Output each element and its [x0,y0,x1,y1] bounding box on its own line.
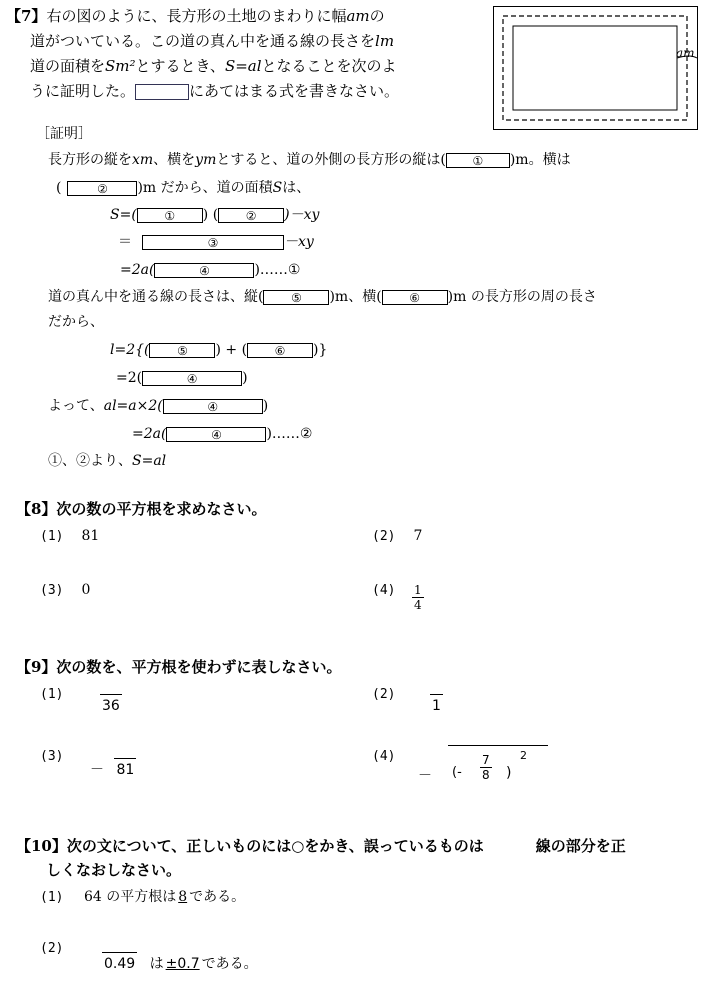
proof-p1d: )m。横は [509,152,571,168]
var-ym: ym [195,152,217,168]
answer-box-6[interactable]: ⑥ [382,290,448,305]
proof-p3a: 道の真ん中を通る線の長さは、縦( [48,289,264,305]
q8-value-2: 7 [413,528,423,544]
var-lm: lm [375,32,395,50]
eq-plus: ) + ( [215,342,248,358]
proof-p1b: 、横を [153,152,196,168]
proof-p4: だから、 [48,314,104,330]
conclusion-prefix: ①、②より、 [48,453,132,469]
eq-mark-1: )……① [254,262,301,278]
eq-minus-xy: )－xy [284,207,320,223]
answer-box-2b[interactable]: ② [218,208,284,223]
q9-root-2 [432,696,441,716]
q7-line4b: にあてはまる式を書きなさい。 [189,82,400,100]
answer-box-1[interactable]: ① [446,153,510,168]
q7-line3b: とするとき、 [135,57,225,75]
eq-sign: ＝ [118,234,132,250]
question-10-title-b: 線の部分を正 [535,837,626,855]
q10-root-value: 0.49 [104,956,136,972]
proof-title: ［証明］ [36,126,92,142]
conclusion-eq: S=al [132,453,167,469]
q10-label-1: (1) [40,890,64,905]
answer-box-legend [135,84,189,100]
eq-close-2: ) [262,398,269,414]
q9-label-1: (1) [40,687,64,702]
q7-line2: 道がついている。この道の真ん中を通る線の長さを [30,32,376,50]
answer-box-4c[interactable]: ④ [163,399,263,414]
q10-underlined-1: 8 [178,889,188,905]
eq-2a-open: =2a( [120,262,155,278]
answer-box-1b[interactable]: ① [137,208,203,223]
q7-line3a: 道の面積を [30,57,106,75]
q9-label-4: (4) [372,749,396,764]
proof-p2b: )m だから、道の面積 [137,180,273,196]
q8-label-1: (1) [40,529,64,544]
q10-post-1: である。 [189,889,246,905]
q10-label-2: (2) [40,941,64,956]
q8-frac-den: 4 [414,598,422,612]
eq-al: al=a×2( [103,398,163,414]
answer-box-4[interactable]: ④ [154,263,254,278]
figure-width-label: am [676,46,695,60]
answer-box-6b[interactable]: ⑥ [247,343,313,358]
answer-box-4d[interactable]: ④ [166,427,266,442]
answer-box-2[interactable]: ② [67,181,137,196]
q9-inner-close: ) [506,765,512,781]
q9-inner-open: (- [452,765,462,780]
var-sm2: Sm² [105,57,136,75]
q10-root-2 [104,954,135,974]
eq-l-open: l=2{( [110,342,150,358]
q9-sign-3: － [90,762,104,778]
road-diagram [493,6,698,130]
q9-value-1: 36 [102,698,120,714]
q9-expr-4 [418,745,548,795]
var-s-eq-al: S=al [224,57,262,75]
q9-label-3: (3) [40,749,64,764]
answer-box-5[interactable]: ⑤ [263,290,329,305]
eq-s-open: S=( [110,207,137,223]
q9-frac-den: 8 [482,768,490,782]
var-xm: xm [132,152,154,168]
q8-label-4: (4) [372,583,396,598]
var-am: am [346,7,370,25]
question-8-title: 【8】次の数の平方根を求めなさい。 [16,500,267,518]
q8-value-1: 81 [81,528,100,544]
proof-p2c: は、 [282,180,311,196]
q9-root-1 [102,696,120,716]
eq-close: ) [242,370,248,386]
q9-label-2: (2) [372,687,396,702]
question-7-number: 【7】 [6,7,47,25]
q9-fraction [480,753,492,782]
q7-line1b: の [369,7,385,25]
proof-p2a: ( [56,180,62,196]
question-10-title-c: しくなおしなさい。 [46,861,182,879]
eq-close-brace: )} [313,342,328,358]
answer-box-5b[interactable]: ⑤ [149,343,215,358]
proof-p3c: )m の長方形の周の長さ [447,289,597,305]
q7-line4a: うに証明した。 [30,82,136,100]
var-s: S [272,180,283,196]
q8-frac-num: 1 [414,583,422,597]
q8-label-3: (3) [40,583,64,598]
q9-sign-4: － [418,768,432,784]
eq-minus-xy2: －xy [284,234,314,250]
eq-paren-mid: ) ( [202,207,219,223]
q10-underlined-2: ±0.7 [165,956,200,972]
proof-p1c: とすると、道の外側の長方形の縦は( [216,152,446,168]
q9-value-3: 81 [116,762,135,778]
proof-p1a: 長方形の縦を [48,152,132,168]
answer-box-4b[interactable]: ④ [142,371,242,386]
proof-p3b: )m、横( [329,289,382,305]
q10-mid-2: は [149,956,164,972]
answer-box-3[interactable]: ③ [142,235,284,250]
q10-pre-1: 64 の平方根は [83,889,177,905]
q8-value-3: 0 [81,582,91,598]
road-figure [493,6,698,130]
eq-2a-open-2: =2a( [132,426,167,442]
q9-root-bar-4 [448,745,548,746]
q9-exponent: 2 [520,749,527,762]
eq-mark-2: )……② [266,426,313,442]
proof-therefore: よって、 [48,398,104,414]
q8-label-2: (2) [372,529,396,544]
q8-fraction [412,583,424,612]
q10-post-2: である。 [201,956,258,972]
q9-value-2: 1 [432,698,441,714]
q7-line3c: となることを次のよ [261,57,397,75]
question-9-title: 【9】次の数を、平方根を使わずに表しなさい。 [16,658,342,676]
eq-2-open: =2( [116,370,143,386]
q7-line1: 右の図のように、長方形の土地のまわりに幅 [46,7,347,25]
question-10-title-a: 【10】次の文について、正しいものには○をかき、誤っているものは [16,837,484,855]
q9-frac-num: 7 [482,753,490,767]
q9-root-3 [116,760,134,780]
